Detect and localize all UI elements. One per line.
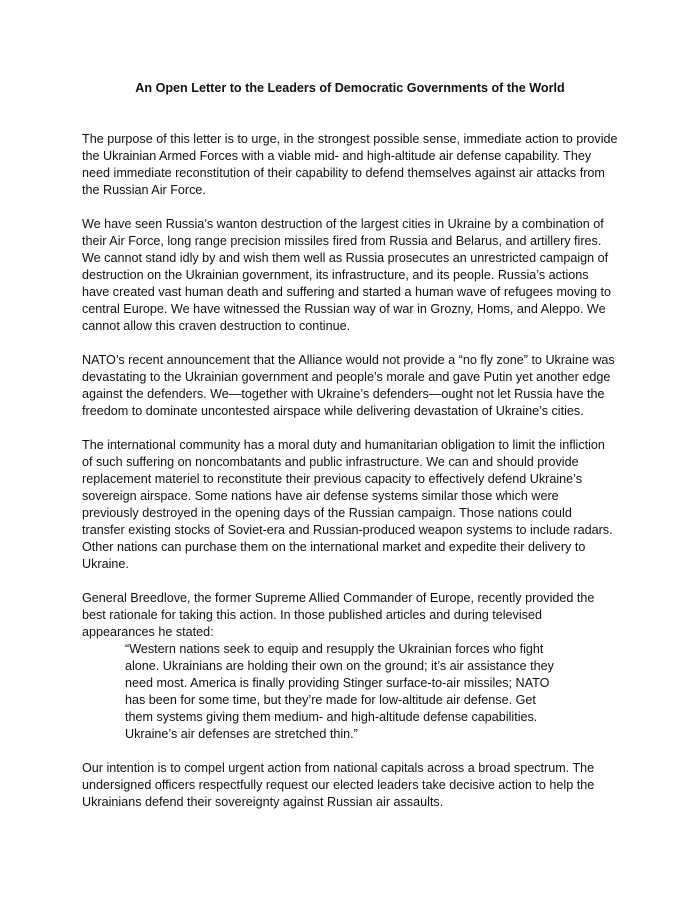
letter-title: An Open Letter to the Leaders of Democratic Governments of the World bbox=[135, 81, 565, 95]
letter-paragraph-destruction: We have seen Russia’s wanton destruction of the largest cities in Ukraine by a combination of their Air Force, long range precision missiles fired from Russia and Belarus, and artillery fires. We cannot stand idly by and wish them well as Russia prosecutes an unrestricted campaign of destruction on the Ukrainian government, its infrastructure, and its people. Russia’s actions have created vast human death and suffering and started a human wave of refugees moving to central Europe. We have witnessed the Russian way of war in Grozny, Homs, and Aleppo. We cannot allow this craven destruction to continue. bbox=[82, 217, 612, 333]
letter-paragraph-breedlove-intro: General Breedlove, the former Supreme Allied Commander of Europe, recently provided the best rationale for taking this action. In those published articles and during televised appearances he stated: bbox=[82, 591, 595, 639]
letter-paragraph-closing: Our intention is to compel urgent action from national capitals across a broad spectrum. The undersigned officers respectfully request our elected leaders take decisive action to help the Ukrainians defend their sovereignty against Russian air assaults. bbox=[82, 761, 595, 809]
breedlove-quote: “Western nations seek to equip and resupply the Ukrainian forces who fight alone. Ukrainians are holding their own on the ground; it’s air assistance they need most. America is finally providing Stinger surface-to-air missiles; NATO has been for some time, but they’re made for low-altitude air defense. Get them systems giving them medium- and high-altitude defense capabilities. Ukraine’s air defenses are stretched thin.” bbox=[125, 642, 554, 741]
letter-paragraph-purpose: The purpose of this letter is to urge, in the strongest possible sense, immediate action to provide the Ukrainian Armed Forces with a viable mid- and high-altitude air defense capability. They need immediate reconstitution of their capability to defend themselves against air attacks from the Russian Air Force. bbox=[82, 132, 618, 197]
letter-paragraph-international-duty: The international community has a moral duty and humanitarian obligation to limit the infliction of such suffering on noncombatants and public infrastructure. We can and should provide replacement materiel to reconstitute their previous capacity to effectively defend Ukraine’s sovereign airspace. Some nations have air defense systems similar those which were previously destroyed in the opening days of the Russian campaign. Those nations could transfer existing stocks of Soviet-era and Russian-produced weapon systems to include radars. Other nations can purchase them on the international market and expedite their delivery to Ukraine. bbox=[82, 438, 613, 571]
letter-paragraph-no-fly-zone: NATO’s recent announcement that the Alliance would not provide a “no fly zone” to Ukraine was devastating to the Ukrainian government and people’s morale and gave Putin yet another edge against the defenders. We—together with Ukraine’s defenders—ought not let Russia have the freedom to dominate uncontested airspace while delivering devastation of Ukraine’s cities. bbox=[82, 353, 615, 418]
